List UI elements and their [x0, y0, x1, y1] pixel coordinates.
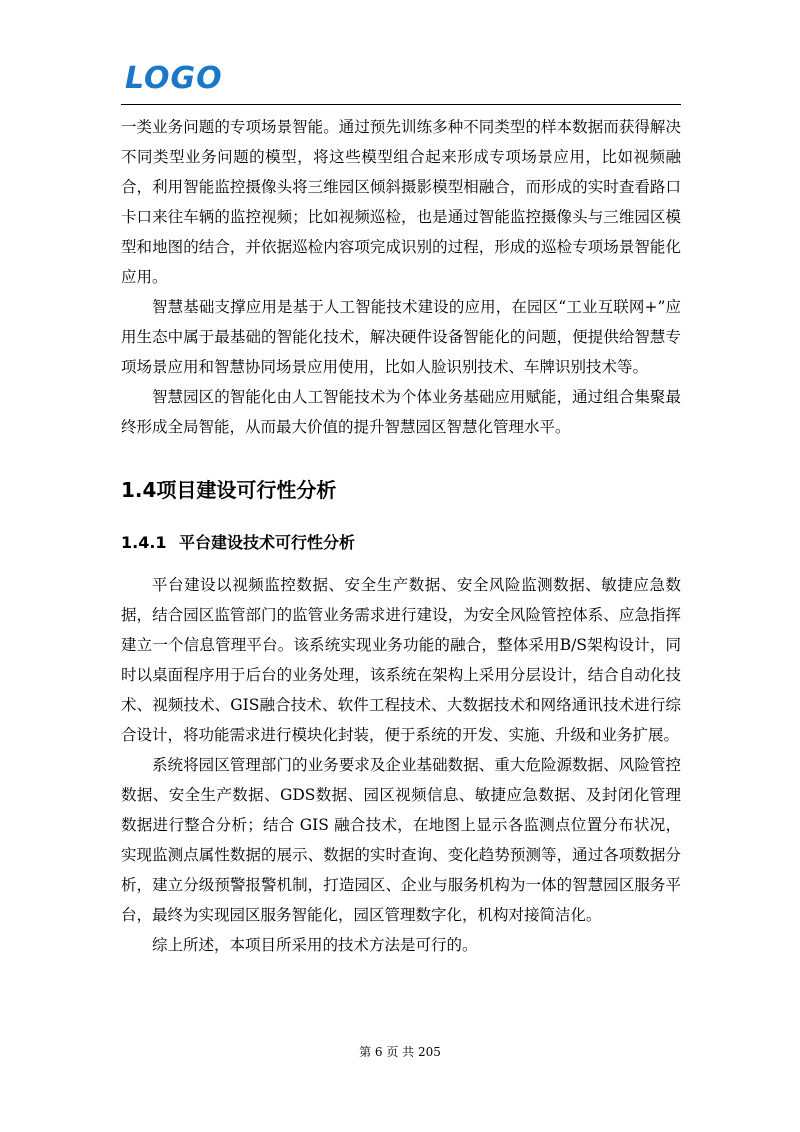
header-rule [121, 104, 681, 105]
paragraph: 智慧基础支撑应用是基于人工智能技术建设的应用，在园区“工业互联网+”应用生态中属于最基础的智能化技术，解决硬件设备智能化的问题，便提供给智慧专项场景应用和智慧协同场景应用使用，比如人脸识别技术、车牌识别技术等。 [121, 298, 681, 376]
section-heading: 1.4项目建设可行性分析 [121, 478, 337, 502]
document-body [121, 112, 681, 960]
logo: LOGO [125, 61, 223, 96]
page-number: 第 6 页 共 205 [359, 1045, 441, 1059]
subsection-number: 1.4.1 [121, 533, 167, 552]
paragraph: 平台建设以视频监控数据、安全生产数据、安全风险监测数据、敏捷应急数据，结合园区监管部门的监管业务需求进行建设，为安全风险管控体系、应急指挥建立一个信息管理平台。该系统实现业务功能的融合，整体采用B/S架构设计，同时以桌面程序用于后台的业务处理，该系统在架构上采用分层设计，结合自动化技术、视频技术、GIS融合技术、软件工程技术、大数据技术和网络通讯技术进行综合设计，将功能需求进行模块化封装，便于系统的开发、实施、升级和业务扩展。 [121, 576, 681, 744]
subsection-heading [121, 530, 681, 556]
paragraph: 智慧园区的智能化由人工智能技术为个体业务基础应用赋能，通过组合集聚最终形成全局智能，从而最大价值的提升智慧园区智慧化管理水平。 [121, 388, 681, 436]
subsection-title: 平台建设技术可行性分析 [179, 533, 356, 552]
paragraph: 综上所述，本项目所采用的技术方法是可行的。 [152, 936, 478, 954]
page-header [121, 62, 681, 106]
paragraph: 系统将园区管理部门的业务要求及企业基础数据、重大危险源数据、风险管控数据、安全生产数据、GDS数据、园区视频信息、敏捷应急数据、及封闭化管理数据进行整合分析；结合 GIS 融合技术，在地图上显示各监测点位置分布状况，实现监测点属性数据的展示、数据的实时查询、变化趋势预测等，通过各项数据分析，建立分级预警报警机制，打造园区、企业与服务机构为一体的智慧园区服务平台，最终为实现园区服务智能化，园区管理数字化，机构对接简洁化。 [121, 756, 681, 924]
paragraph-continued: 一类业务问题的专项场景智能。通过预先训练多种不同类型的样本数据而获得解决不同类型业务问题的模型，将这些模型组合起来形成专项场景应用，比如视频融合，利用智能监控摄像头将三维园区倾斜摄影模型相融合，而形成的实时查看路口卡口来往车辆的监控视频；比如视频巡检，也是通过智能监控摄像头与三维园区模型和地图的结合，并依据巡检内容项完成识别的过程，形成的巡检专项场景智能化应用。 [121, 118, 681, 286]
